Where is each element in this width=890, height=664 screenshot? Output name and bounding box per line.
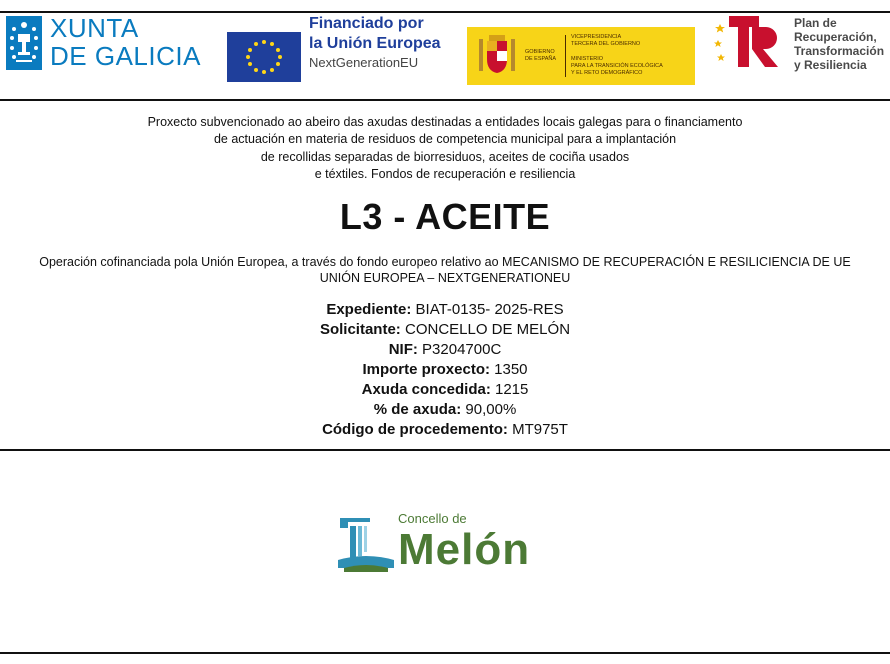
logo-header <box>0 14 890 100</box>
detail-row-porcentaxe <box>0 400 890 420</box>
detail-value: 1350 <box>494 361 528 378</box>
eu-line2: la Unión Europea <box>309 35 441 52</box>
detail-row-codigo <box>0 420 890 440</box>
eu-flag-icon <box>227 32 301 82</box>
cofinancing-note <box>0 254 890 286</box>
concello-melon-logo <box>336 508 566 576</box>
gobierno-line1: GOBIERNO <box>525 49 555 55</box>
bottom-rule <box>0 652 890 654</box>
details-rule <box>0 449 890 451</box>
plan-wordmark <box>794 16 884 72</box>
vicepresidencia-line2: TERCERA DEL GOBIERNO <box>571 41 641 47</box>
xunta-wordmark <box>50 14 201 70</box>
plan-line3: Transformación <box>794 44 885 58</box>
description-line: Proxecto subvencionado ao abeiro das axudas destinadas a entidades locais galegas para o financiamento <box>147 115 743 129</box>
plan-line1: Plan de <box>794 16 837 30</box>
xunta-line2: DE GALICIA <box>50 41 201 71</box>
xunta-emblem-icon <box>6 16 42 70</box>
project-description <box>0 114 890 183</box>
detail-row-expediente <box>0 300 890 320</box>
gobierno-line2: DE ESPAÑA <box>525 56 557 62</box>
plan-line2: Recuperación, <box>794 30 877 44</box>
waterfall-icon <box>336 512 396 574</box>
header-rule <box>0 99 890 101</box>
xunta-line1: XUNTA <box>50 13 139 43</box>
detail-value: P3204700C <box>422 341 502 358</box>
cofinancing-line: Operación cofinanciada pola Unión Europea, a través do fondo europeo relativo ao MECANISMO DE RECUPERACIÓN E RESILICIENCIA DE UE <box>39 255 851 269</box>
detail-value: 1215 <box>495 381 529 398</box>
eu-wordmark <box>309 14 441 72</box>
spain-coat-of-arms-icon <box>475 33 519 77</box>
eu-funded-logo <box>227 14 447 76</box>
eu-line3: NextGenerationEU <box>309 55 419 70</box>
detail-label: Solicitante: <box>319 321 401 338</box>
description-line: de actuación en materia de residuos de competencia municipal para a implantación <box>213 132 677 147</box>
detail-label: Expediente: <box>326 301 412 318</box>
ministerio-line3: Y EL RETO DEMOGRÁFICO <box>571 70 643 76</box>
detail-row-nif <box>0 340 890 360</box>
gobierno-divider <box>565 35 566 77</box>
vicepresidencia-line1: VICEPRESIDENCIA <box>571 34 622 40</box>
detail-label: % de axuda: <box>373 401 462 418</box>
gobierno-espana-logo <box>467 27 695 85</box>
detail-row-importe <box>0 360 890 380</box>
plan-recuperacion-logo <box>712 14 888 80</box>
detail-label: Código de procedemento: <box>322 421 508 438</box>
description-line: e téxtiles. Fondos de recuperación e resiliencia <box>314 166 576 181</box>
detail-row-solicitante <box>0 320 890 340</box>
plan-tr-mark-icon <box>712 14 788 74</box>
ministerio-line2: PARA LA TRANSICIÓN ECOLÓGICA <box>571 63 663 69</box>
plan-line4: y Resiliencia <box>794 58 867 72</box>
project-details <box>0 300 890 440</box>
detail-label: NIF: <box>388 341 418 358</box>
page-title: L3 - ACEITE <box>339 196 551 237</box>
detail-row-axuda <box>0 380 890 400</box>
melon-logo-small-text: Concello de <box>398 511 467 526</box>
melon-logo-big-text: Melón <box>398 525 531 574</box>
xunta-de-galicia-logo <box>6 14 206 74</box>
detail-value: BIAT-0135- 2025-RES <box>415 301 564 318</box>
description-line: de recollidas separadas de biorresiduos, aceites de cociña usados <box>260 149 630 164</box>
detail-label: Axuda concedida: <box>361 381 491 398</box>
detail-value: 90,00% <box>465 401 517 418</box>
detail-value: CONCELLO DE MELÓN <box>404 321 571 338</box>
ministerio-line1: MINISTERIO <box>571 56 604 62</box>
eu-line1: Financiado por <box>309 15 424 32</box>
detail-value: MT975T <box>512 421 568 438</box>
cofinancing-line: UNIÓN EUROPEA – NEXTGENERATIONEU <box>319 271 571 285</box>
detail-label: Importe proxecto: <box>362 361 490 378</box>
